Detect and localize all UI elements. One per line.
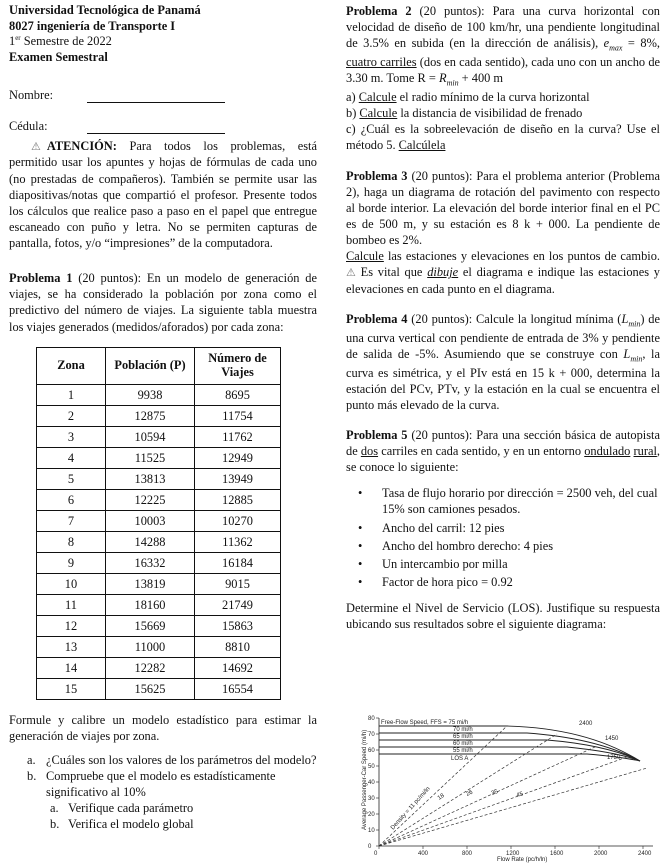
- list-item: b. Verifica el modelo global: [50, 817, 194, 832]
- y-tick-label: 50: [368, 764, 375, 770]
- table-row: [37, 384, 281, 405]
- warning-icon: ⚠: [346, 267, 356, 280]
- curve-65: [379, 740, 640, 761]
- density-label-18: 18: [436, 793, 446, 802]
- population-cell: 15669: [106, 615, 195, 636]
- x-tick-label: 1200: [506, 851, 520, 857]
- curve-75: [379, 726, 640, 761]
- population-cell: 14288: [106, 531, 195, 552]
- population-cell: 12282: [106, 657, 195, 678]
- trips-cell: 10270: [195, 510, 281, 531]
- y-tick-label: 70: [368, 732, 375, 738]
- density-label-26: 26: [465, 789, 474, 798]
- id-field: [9, 116, 317, 134]
- name-line: [87, 90, 225, 103]
- x-tick-label: 800: [462, 851, 473, 857]
- population-cell: 10594: [106, 426, 195, 447]
- capacity-label-1450: 1450: [605, 736, 619, 742]
- problem2-item-a: a) Calcule el radio mínimo de la curva horizontal: [346, 90, 590, 105]
- density-line: [379, 726, 507, 846]
- trips-cell: 11362: [195, 531, 281, 552]
- table-row: [37, 405, 281, 426]
- population-cell: 13819: [106, 573, 195, 594]
- zone-cell: 8: [37, 531, 106, 552]
- table-row: [37, 636, 281, 657]
- table-row: [37, 510, 281, 531]
- speed-label-70: 70 mi/h: [453, 727, 473, 733]
- table-row: [37, 489, 281, 510]
- y-tick-label: 30: [368, 796, 375, 802]
- zone-cell: 1: [37, 384, 106, 405]
- y-axis-label: Average Passenger-Car Speed (mi/h): [362, 729, 368, 830]
- speed-label-75: Free-Flow Speed, FFS = 75 mi/h: [381, 720, 469, 726]
- warning-icon: ⚠: [31, 141, 41, 154]
- trips-cell: 16554: [195, 678, 281, 699]
- population-cell: 15625: [106, 678, 195, 699]
- zone-cell: 13: [37, 636, 106, 657]
- problem2-text: Problema 2 (20 puntos): Para una curva horizontal con velocidad de diseño de 100 km/hr, una pendiente longitudinal de 3.5% en subida (en la dirección de análisis), $e_{max} = 8\%$, cuatro carriles (dos en cada sentido), cada uno con un ancho de 3.30 m. Tome $R = R_{min} + 400$ m: [346, 4, 661, 88]
- zone-cell: 5: [37, 468, 106, 489]
- list-item: • Factor de hora pico = 0.92: [382, 574, 660, 590]
- trips-cell: 16184: [195, 552, 281, 573]
- problem3-text2: Calcule las estaciones y elevaciones en los puntos de cambio. ⚠ Es vital que dibuje el diagrama e indique las estaciones y elevaciones en cada punto en el diagrama.: [346, 249, 660, 296]
- trips-table: [36, 347, 281, 700]
- table-header-row: [37, 347, 281, 384]
- name-label: Nombre:: [9, 88, 54, 102]
- density-line: [379, 768, 647, 846]
- zone-cell: 12: [37, 615, 106, 636]
- population-cell: 13813: [106, 468, 195, 489]
- table-row: [37, 594, 281, 615]
- problem4-text: Problema 4 (20 puntos): Calcule la longitud mínima $(L_{min})$ de una curva vertical con pendiente de entrada de 3% y pendiente de salida de -5%. Asumiendo que se construye con $L_{min}$, la curva es simétrica, y el PIv está en 15 k + 000, determina la estación del PCv, PTv, y la estación en la cual se encuentra el punto más elevado de la curva.: [346, 311, 660, 412]
- trips-cell: 14692: [195, 657, 281, 678]
- trips-cell: 15863: [195, 615, 281, 636]
- capacity-label-1750: 1750: [607, 755, 621, 761]
- trips-cell: 8810: [195, 636, 281, 657]
- density-label-45: 45: [515, 791, 524, 799]
- problem1-intro: Problema 1 (20 puntos): En un modelo de generación de viajes, se ha considerado la población por zona como el predictivo del número de viajes. La siguiente tabla muestra los viajes generados (medidos/aforados) por cada zona:: [9, 271, 317, 334]
- zone-cell: 11: [37, 594, 106, 615]
- y-tick-label: 0: [368, 844, 372, 850]
- population-cell: 11525: [106, 447, 195, 468]
- x-tick-label: 400: [418, 851, 429, 857]
- problem1-questions: [9, 752, 317, 833]
- list-item: a. ¿Cuáles son los valores de los parámetros del modelo?: [27, 752, 317, 767]
- list-item: • Un intercambio por milla: [382, 556, 660, 572]
- population-cell: 11000: [106, 636, 195, 657]
- los-a-label: LOS A: [451, 756, 469, 762]
- trips-cell: 12949: [195, 447, 281, 468]
- density-label-35: 35: [490, 789, 499, 797]
- list-item: b. Compruebe que el modelo es estadísticamente significativo al 10% a. Verifique cada parámetro b. Verifica el modelo global: [46, 768, 317, 833]
- zone-cell: 14: [37, 657, 106, 678]
- y-tick-label: 10: [368, 828, 375, 834]
- col-header-viajes: Número de Viajes: [195, 347, 281, 384]
- problem3-text: Problema 3 (20 puntos): Para el problema anterior (Problema 2), haga un diagrama de rotación del pavimento con respecto al borde interior. La elevación del borde interior final en el PC es de 500 m, y su estación es 8 k + 000. La pendiente de bombeo es 2%.: [346, 168, 660, 248]
- trips-cell: 21749: [195, 594, 281, 615]
- zone-cell: 4: [37, 447, 106, 468]
- list-item: • Ancho del hombro derecho: 4 pies: [382, 538, 660, 554]
- table-row: [37, 468, 281, 489]
- trips-cell: 8695: [195, 384, 281, 405]
- speed-label-65: 65 mi/h: [453, 734, 473, 740]
- speed-flow-diagram: [357, 712, 659, 864]
- trips-cell: 12885: [195, 489, 281, 510]
- name-field: [9, 85, 317, 103]
- problem5-text: Problema 5 (20 puntos): Para una sección básica de autopista de dos carriles en cada sentido, y en un entorno ondulado rural, se conoce lo siguiente:: [346, 427, 660, 475]
- population-cell: 9938: [106, 384, 195, 405]
- problem5-closing: Determine el Nivel de Servicio (LOS). Justifique su respuesta ubicando sus resultados sobre el siguiente diagrama:: [346, 601, 660, 632]
- id-line: [87, 121, 225, 134]
- problem2-item-b: b) Calcule la distancia de visibilidad de frenado: [346, 106, 583, 121]
- population-cell: 18160: [106, 594, 195, 615]
- left-column: [9, 0, 317, 833]
- table-row: [37, 447, 281, 468]
- zone-cell: 6: [37, 489, 106, 510]
- table-row: [37, 657, 281, 678]
- y-tick-label: 80: [368, 716, 375, 722]
- exam-title: Examen Semestral: [9, 49, 108, 64]
- y-tick-label: 40: [368, 780, 375, 786]
- x-tick-label: 2000: [594, 851, 608, 857]
- university-name: Universidad Tecnológica de Panamá: [9, 3, 201, 17]
- capacity-label-2400: 2400: [579, 721, 593, 727]
- id-label: Cédula:: [9, 119, 48, 133]
- x-tick-label: 1600: [550, 851, 564, 857]
- trips-cell: 9015: [195, 573, 281, 594]
- density-line: [379, 746, 597, 846]
- table-row: [37, 573, 281, 594]
- zone-cell: 7: [37, 510, 106, 531]
- course-name: 8027 ingeniería de Transporte I: [9, 18, 176, 33]
- right-column: [346, 0, 660, 632]
- col-header-poblacion: Población (P): [106, 347, 195, 384]
- curve-55: [379, 754, 640, 761]
- col-header-zona: Zona: [37, 347, 106, 384]
- list-item: • Ancho del carril: 12 pies: [382, 520, 660, 536]
- zone-cell: 10: [37, 573, 106, 594]
- problem1-subquestions: [46, 800, 317, 832]
- y-tick-label: 20: [368, 812, 375, 818]
- semester: 1er Semestre de 2022: [9, 34, 112, 49]
- x-axis-label: Flow Rate (pc/h/ln): [497, 857, 548, 863]
- x-tick-label: 2400: [638, 851, 652, 857]
- table-row: [37, 531, 281, 552]
- zone-cell: 3: [37, 426, 106, 447]
- trips-cell: 11754: [195, 405, 281, 426]
- table-row: [37, 426, 281, 447]
- problem1-closing: Formule y calibre un modelo estadístico para estimar la generación de viajes por zona.: [9, 712, 317, 743]
- zone-cell: 9: [37, 552, 106, 573]
- list-item: a. Verifique cada parámetro: [50, 801, 194, 816]
- y-tick-label: 60: [368, 748, 375, 754]
- population-cell: 12875: [106, 405, 195, 426]
- zone-cell: 15: [37, 678, 106, 699]
- table-row: [37, 552, 281, 573]
- attention-paragraph: ⚠ ATENCIÓN: Para todos los problemas, está permitido usar los apuntes y hojas de fórmulas de cada uno (no prestadas de compañeros). También se permite usar las diapositivas/notas que compartió el profesor. Presente todos los cálculos que realice paso a paso en el papel que entregue escaneado con puño y letra. No se permiten capturas de pantalla, fotos, y/o “impresiones” de la computadora.: [9, 139, 317, 251]
- speed-label-60: 60 mi/h: [453, 741, 473, 747]
- problem5-conditions: [346, 485, 660, 590]
- x-tick-label: 0: [374, 851, 378, 857]
- list-item: • Tasa de flujo horario por dirección = 2500 veh, del cual 15% son camiones pesados.: [382, 485, 660, 517]
- trips-cell: 13949: [195, 468, 281, 489]
- population-cell: 16332: [106, 552, 195, 573]
- population-cell: 10003: [106, 510, 195, 531]
- problem2-item-c: c) ¿Cuál es la sobreelevación de diseño en la curva? Use el método 5. Calcúlela: [346, 122, 660, 153]
- zone-cell: 2: [37, 405, 106, 426]
- table-row: [37, 678, 281, 699]
- table-row: [37, 615, 281, 636]
- x-axis-ticks: [374, 846, 652, 857]
- population-cell: 12225: [106, 489, 195, 510]
- density-label-11: Density = 11 pc/mi/ln: [390, 786, 432, 832]
- speed-flow-curves: [379, 726, 640, 761]
- y-axis-ticks: [368, 716, 379, 850]
- speed-label-55: 55 mi/h: [453, 748, 473, 754]
- trips-cell: 11762: [195, 426, 281, 447]
